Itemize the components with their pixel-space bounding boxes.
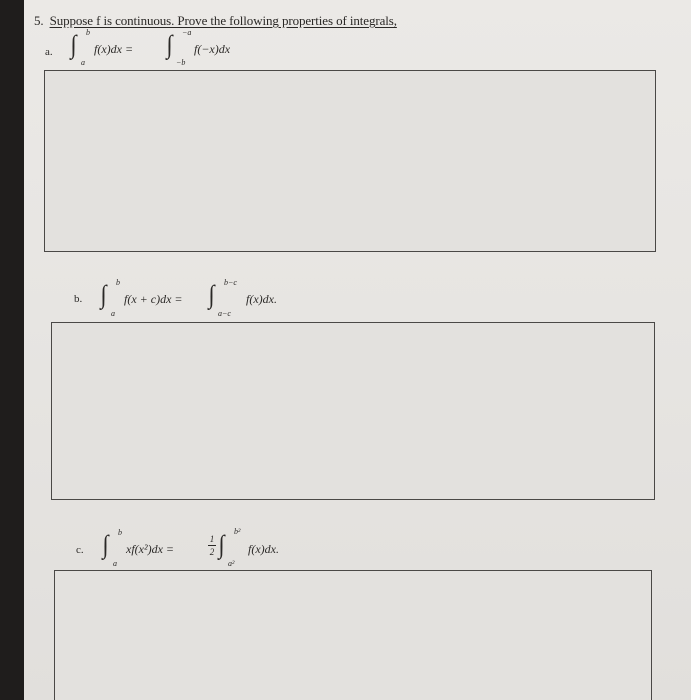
upper-limit: b: [86, 28, 90, 37]
integral-sign: ∫: [166, 30, 173, 59]
one-half-fraction: [208, 534, 216, 557]
integral-sign: ∫: [100, 280, 107, 309]
lower-limit: a²: [228, 559, 235, 568]
fraction-bar: [208, 545, 216, 546]
lhs-integrand: f(x)dx =: [94, 42, 134, 56]
lower-limit: a: [81, 58, 85, 67]
part-c-equation: [98, 528, 338, 570]
rhs-integrand: f(−x)dx: [194, 42, 231, 56]
integral-sign: ∫: [208, 280, 215, 309]
integral-sign: ∫: [70, 30, 77, 59]
upper-limit: b−c: [224, 278, 237, 287]
upper-limit: b: [118, 528, 122, 537]
lower-limit: a: [113, 559, 117, 568]
upper-limit: b²: [234, 527, 241, 536]
question-header: [34, 13, 397, 29]
part-b-equation: [96, 278, 336, 320]
lhs-integrand: f(x + c)dx =: [124, 292, 183, 306]
part-a-equation: [66, 28, 286, 68]
part-b-answer-box[interactable]: [51, 322, 655, 500]
fraction-numerator: 1: [209, 534, 215, 544]
fraction-denominator: 2: [209, 547, 215, 557]
part-c-label: c.: [76, 544, 84, 556]
part-b-label: b.: [74, 293, 83, 305]
lower-limit: a: [111, 309, 115, 318]
part-a-label: a.: [45, 46, 53, 58]
question-prompt: Suppose f is continuous. Prove the following properties of integrals,: [49, 13, 397, 28]
rhs-integrand: f(x)dx.: [248, 542, 279, 556]
part-a-answer-box[interactable]: [44, 70, 656, 252]
worksheet-page: [24, 0, 691, 700]
upper-limit: −a: [182, 28, 192, 37]
integral-sign: ∫: [102, 530, 109, 559]
lhs-integrand: xf(x²)dx =: [126, 542, 174, 556]
integral-sign: ∫: [218, 530, 225, 559]
lower-limit: −b: [176, 58, 186, 67]
lower-limit: a−c: [218, 309, 231, 318]
rhs-integrand: f(x)dx.: [246, 292, 277, 306]
part-c-answer-box[interactable]: [54, 570, 652, 700]
upper-limit: b: [116, 278, 120, 287]
question-number: 5.: [34, 13, 44, 28]
